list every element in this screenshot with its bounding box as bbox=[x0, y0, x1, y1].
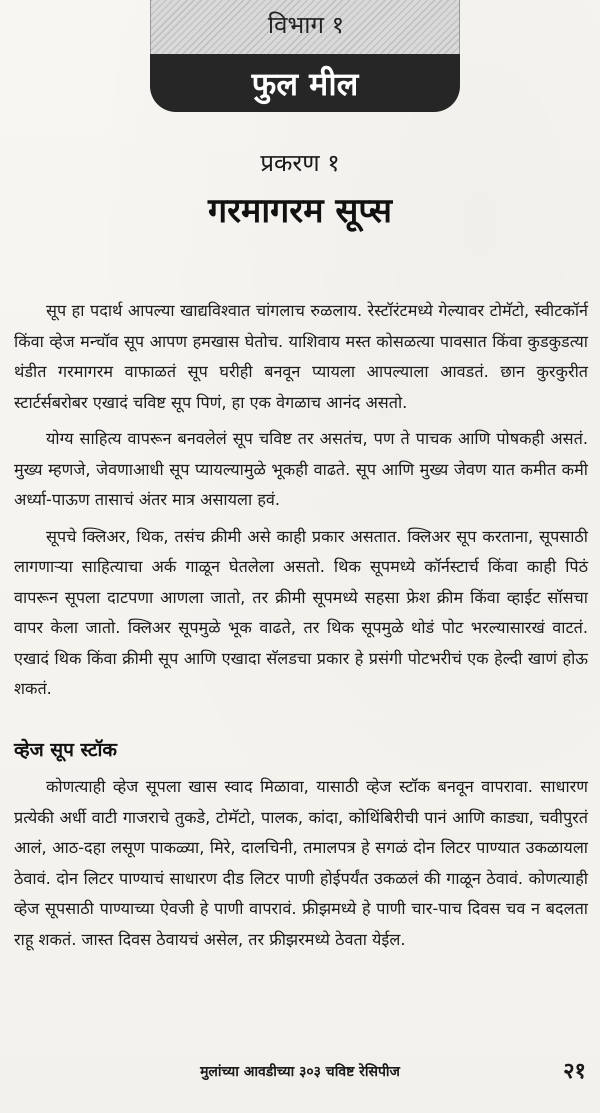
footer-book-title: मुलांच्या आवडीच्या ३०३ चविष्ट रेसिपीज bbox=[200, 1064, 400, 1080]
intro-body bbox=[14, 296, 588, 711]
section-title: फुल मील bbox=[251, 65, 359, 103]
section-tab-title-area bbox=[150, 54, 460, 112]
paragraph: सूप हा पदार्थ आपल्या खाद्यविश्वात चांगलाच रुळलाय. रेस्टॉरंटमध्ये गेल्यावर टोमॅटो, स्वीटकॉर्न किंवा व्हेज मन्चॉव सूप आपण हमखास घेतोच. याशिवाय मस्त कोसळत्या पावसात किंवा कुडकुडत्या थंडीत गरमागरम वाफाळतं सूप घरीही बनवून प्यायला आपल्याला आवडतं. छान कुरकुरीत स्टार्टर्सबरोबर एखादं चविष्ट सूप पिणं, हा एक वेगळाच आनंद असतो. bbox=[14, 301, 588, 412]
section-tab-label-area bbox=[150, 0, 460, 54]
veg-stock-heading: व्हेज सूप स्टॉक bbox=[14, 739, 118, 761]
veg-stock-body bbox=[14, 772, 588, 955]
page-number: २१ bbox=[563, 1059, 586, 1084]
section-label: विभाग १ bbox=[267, 11, 345, 39]
paragraph: योग्य साहित्य वापरून बनवलेलं सूप चविष्ट तर असतंच, पण ते पाचक आणि पोषकही असतं. मुख्य म्हणजे, जेवणाआधी सूप प्यायल्यामुळे भूकही वाढते. सूप आणि मुख्य जेवण यात कमीत कमी अर्ध्या-पाऊण तासाचं अंतर मात्र असायला हवं. bbox=[14, 429, 588, 509]
paragraph: कोणत्याही व्हेज सूपला खास स्वाद मिळावा, यासाठी व्हेज स्टॉक बनवून वापरावा. साधारण प्रत्येकी अर्धी वाटी गाजराचे तुकडे, टोमॅटो, पालक, कांदा, कोथिंबिरीची पानं आणि काड्या, चवीपुरतं आलं, आठ-दहा लसूण पाकळ्या, मिरे, दालचिनी, तमालपत्र हे सगळं दोन लिटर पाण्यात उकळायला ठेवावं. दोन लिटर पाण्याचं साधारण दीड लिटर पाणी होईपर्यंत उकळलं की गाळून ठेवावं. कोणत्याही व्हेज सूपसाठी पाण्याच्या ऐवजी हे पाणी वापरावं. फ्रीझमध्ये हे पाणी चार-पाच दिवस चव न बदलता राहू शकतं. जास्त दिवस ठेवायचं असेल, तर फ्रीझरमध्ये ठेवता येईल. bbox=[14, 777, 588, 949]
chapter-title: गरमागरम सूप्स bbox=[207, 191, 393, 231]
section-tab bbox=[150, 0, 460, 112]
paragraph: सूपचे क्लिअर, थिक, तसंच क्रीमी असे काही प्रकार असतात. क्लिअर सूप करताना, सूपसाठी लागणाऱ्या साहित्याचा अर्क गाळून घेतलेला असतो. थिक सूपमध्ये कॉर्नस्टार्च किंवा काही पिठं वापरून सूपला दाटपणा आणला जातो, तर क्रीमी सूपमध्ये सहसा फ्रेश क्रीम किंवा व्हाईट सॉसचा वापर केला जातो. क्लिअर सूपमुळे भूक वाढते, तर थिक सूपमुळे थोडं पोट भरल्यासारखं वाटतं. एखादं थिक किंवा क्रीमी सूप आणि एखादा सॅलडचा प्रकार हे प्रसंगी पोटभरीचं एक हेल्दी खाणं होऊ शकतं. bbox=[14, 526, 588, 698]
chapter-label: प्रकरण १ bbox=[260, 149, 340, 177]
